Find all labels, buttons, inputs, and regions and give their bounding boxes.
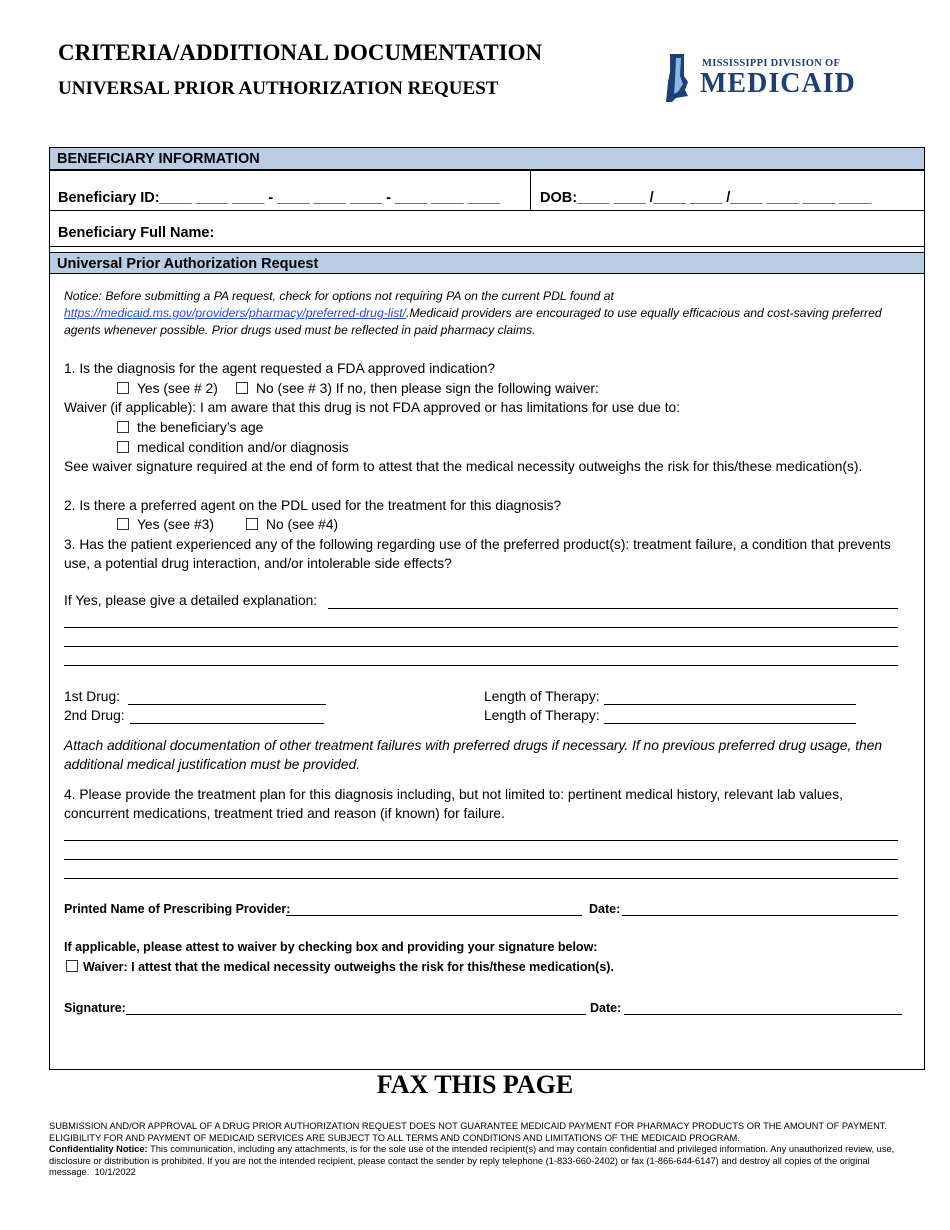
q1-yes-label: Yes (see # 2) [137,381,218,396]
question-2: 2. Is there a preferred agent on the PDL used for the treatment for this diagnosis? [64,498,562,513]
pdl-link[interactable]: https://medicaid.ms.gov/providers/pharmacy/preferred-drug-list/ [64,306,407,320]
notice-suffix: .Medicaid providers are encouraged to use equally efficacious and cost-saving preferred agents whenever possible. Prior drugs used must be reflected in paid pharmacy claims. [64,306,882,337]
q2-no-option[interactable] [246,516,338,534]
explanation-input[interactable] [328,608,898,609]
confidentiality-notice [49,1144,923,1179]
beneficiary-id-field[interactable] [58,190,500,206]
q1-no-label: No (see # 3) If no, then please sign the following waiver: [256,381,599,396]
treatment-plan-input[interactable] [64,878,898,879]
q2-yes-label: Yes (see #3) [137,517,214,532]
provider-date-input[interactable] [622,915,898,916]
waiver-intro: Waiver (if applicable): I am aware that this drug is not FDA approved or has limitations for use due to: [64,400,681,415]
dob-label: DOB: [540,190,578,206]
checkbox-icon[interactable] [236,382,248,394]
checkbox-icon[interactable] [117,421,129,433]
explanation-label: If Yes, please give a detailed explanation: [64,593,318,608]
dob-blanks[interactable]: ____ ____ /____ ____ /____ ____ ____ ____ [577,190,872,206]
beneficiary-section-header: BENEFICIARY INFORMATION [50,148,924,170]
explanation-input[interactable] [64,665,898,666]
q1-yes-option[interactable] [117,380,218,398]
length-2-label: Length of Therapy: [484,708,600,723]
divider [50,246,924,247]
length-2-input[interactable] [604,723,856,724]
provider-name-input[interactable] [286,915,582,916]
signature-date-label: Date: [590,1001,622,1015]
beneficiary-id-label: Beneficiary ID: [58,190,160,206]
divider [530,170,531,210]
attest-intro: If applicable, please attest to waiver by checking box and providing your signature below: [64,940,598,954]
upa-section-header: Universal Prior Authorization Request [50,252,924,274]
dob-field[interactable] [540,190,871,206]
waiver-age-option[interactable] [117,419,263,437]
drug-2-label: 2nd Drug: [64,708,125,723]
drug-2-input[interactable] [130,723,324,724]
beneficiary-name-field[interactable] [58,225,214,241]
confidentiality-label: Confidentiality Notice: [49,1144,148,1154]
attach-note: Attach additional documentation of other treatment failures with preferred drugs if necessary. If no previous preferred drug usage, then additional medical justification must be provided. [64,738,883,772]
q1-no-option[interactable] [236,380,599,398]
length-1-label: Length of Therapy: [484,689,600,704]
waiver-note: See waiver signature required at the end of form to attest that the medical necessity outweighs the risk for this/these medication(s). [64,459,863,474]
form-subtitle: UNIVERSAL PRIOR AUTHORIZATION REQUEST [58,78,499,99]
logo-subtitle: MISSISSIPPI DIVISION OF [702,58,841,69]
attest-waiver-option[interactable] [66,958,614,976]
q2-yes-option[interactable] [117,516,214,534]
treatment-plan-input[interactable] [64,859,898,860]
question-4: 4. Please provide the treatment plan for this diagnosis including, but not limited to: pertinent medical history, relevant lab values, concurrent medications, treatment tried and reason (if known) for failure. [64,787,843,821]
medicaid-logo [664,52,864,104]
length-1-input[interactable] [604,704,856,705]
footer-line-2: ELIGIBILITY FOR AND PAYMENT OF MEDICAID SERVICES ARE SUBJECT TO ALL TERMS AND CONDITIONS AND LIMITATIONS OF THE MEDICAID PROGRAM. [49,1132,740,1143]
waiver-condition-option[interactable] [117,439,349,457]
drug-1-input[interactable] [128,704,326,705]
question-3: 3. Has the patient experienced any of the following regarding use of the preferred product(s): treatment failure, a condition that prevents use, a potential drug interaction, and/or intolerable side effects? [64,537,891,571]
fax-this-page: FAX THIS PAGE [376,1070,574,1099]
mississippi-state-icon [664,52,700,104]
explanation-input[interactable] [64,646,898,647]
logo-title: MEDICAID [700,68,856,99]
footer-disclaimer [49,1121,923,1179]
notice-prefix: Notice: Before submitting a PA request, check for options not requiring PA on the current PDL found at [64,289,614,303]
checkbox-icon[interactable] [246,518,258,530]
pdl-notice [64,288,904,339]
checkbox-icon[interactable] [117,382,129,394]
explanation-input[interactable] [64,627,898,628]
form-title: CRITERIA/ADDITIONAL DOCUMENTATION [58,40,543,65]
waiver-condition-label: medical condition and/or diagnosis [137,440,349,455]
signature-label: Signature: [64,1001,126,1015]
attest-waiver-label: Waiver: I attest that the medical necessity outweighs the risk for this/these medication(s). [83,960,614,974]
treatment-plan-input[interactable] [64,840,898,841]
question-1: 1. Is the diagnosis for the agent requested a FDA approved indication? [64,361,496,376]
provider-date-label: Date: [589,902,621,916]
waiver-age-label: the beneficiary’s age [137,420,264,435]
provider-name-label: Printed Name of Prescribing Provider: [64,902,291,916]
beneficiary-name-label: Beneficiary Full Name: [58,225,215,241]
drug-1-label: 1st Drug: [64,689,120,704]
divider [50,210,924,211]
q2-no-label: No (see #4) [266,517,339,532]
beneficiary-id-blanks[interactable]: ____ ____ ____ - ____ ____ ____ - ____ ____ ____ [159,190,500,206]
confidentiality-text: This communication, including any attachments, is for the sole use of the intended recipient(s) and may contain confidential and privileged information. Any unauthorized review, use, disclosure or distribution is prohibited. If you are not the intended recipient, please contact the sender by reply telephone (1-833-660-2402) or fax (1-866-644-6147) and destroy all copies of the original message. [49,1144,895,1177]
checkbox-icon[interactable] [66,960,78,972]
footer-line-1: SUBMISSION AND/OR APPROVAL OF A DRUG PRIOR AUTHORIZATION REQUEST DOES NOT GUARANTEE MEDICAID PAYMENT FOR PHARMACY PRODUCTS OR THE AMOUNT OF PAYMENT. [49,1121,888,1131]
form-version: 10/1/2022 [94,1167,136,1177]
divider [50,170,924,171]
signature-input[interactable] [126,1014,586,1015]
checkbox-icon[interactable] [117,441,129,453]
signature-date-input[interactable] [624,1014,902,1015]
checkbox-icon[interactable] [117,518,129,530]
